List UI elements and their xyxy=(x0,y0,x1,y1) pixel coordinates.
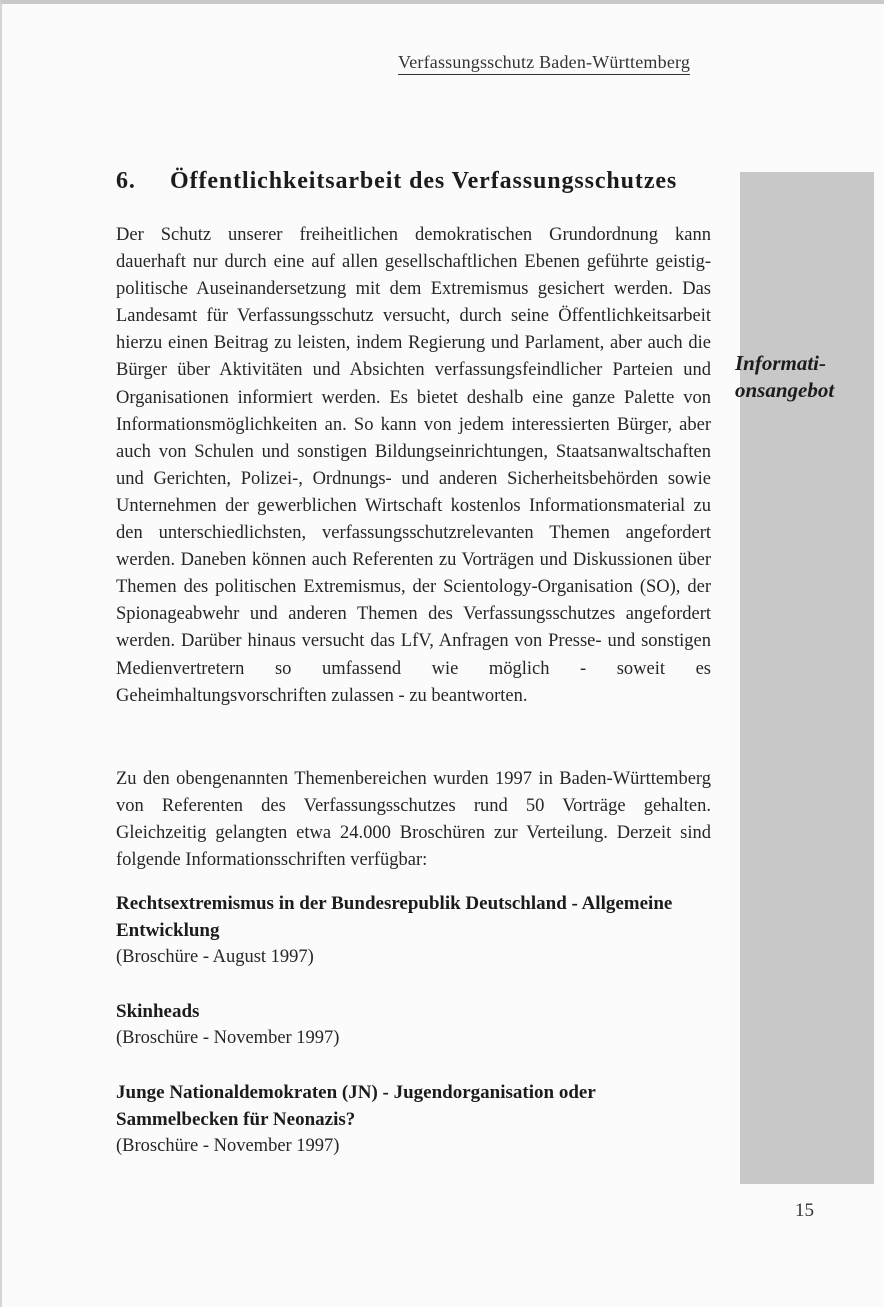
running-header: Verfassungsschutz Baden-Württemberg xyxy=(398,52,690,75)
publication-title: Rechtsextremismus in der Bundesrepublik Deutschland - Allgemeine Entwicklung xyxy=(116,893,673,941)
publication-meta: (Broschüre - August 1997) xyxy=(116,947,314,967)
publication-item xyxy=(116,1079,716,1160)
publication-item xyxy=(116,890,716,971)
publication-title: Skinheads xyxy=(116,1001,200,1022)
publication-meta: (Broschüre - November 1997) xyxy=(116,1136,340,1156)
publication-item xyxy=(116,998,716,1052)
body-paragraph-2: Zu den obengenannten Themenbereichen wurden 1997 in Baden-Württemberg von Referenten des Verfassungsschutzes rund 50 Vorträge gehalten. Gleichzeitig gelangten etwa 24.000 Broschüren zur Verteilung. Derzeit sind folgende Informationsschriften verfügbar: xyxy=(116,769,711,871)
section-heading xyxy=(116,168,677,195)
section-title: Öffentlichkeitsarbeit des Verfassungsschutzes xyxy=(170,168,678,194)
margin-band xyxy=(740,172,874,1184)
margin-note xyxy=(735,350,875,404)
page-number: 15 xyxy=(795,1200,814,1221)
margin-note-line-2: onsangebot xyxy=(735,378,835,402)
publication-meta: (Broschüre - November 1997) xyxy=(116,1028,340,1048)
section-number: 6. xyxy=(116,168,136,194)
margin-note-line-1: Informati- xyxy=(735,351,827,375)
body-paragraph-1: Der Schutz unserer freiheitlichen demokratischen Grundordnung kann dauerhaft nur durch eine auf allen gesellschaftlichen Ebenen geführte geistig-politische Auseinandersetzung mit dem Extremismus gesichert werden. Das Landesamt für Verfassungsschutz versucht, durch seine Öffentlichkeitsarbeit hierzu einen Beitrag zu leisten, indem Regierung und Parlament, aber auch die Bürger über Aktivitäten und Absichten verfassungsfeindlicher Parteien und Organisationen informiert werden. Es bietet deshalb eine ganze Palette von Informationsmöglichkeiten an. So kann von jedem interessierten Bürger, aber auch von Schulen und sonstigen Bildungseinrichtungen, Staatsanwaltschaften und Gerichten, Polizei-, Ordnungs- und anderen Sicherheitsbehörden sowie Unternehmen der gewerblichen Wirtschaft kostenlos Informationsmaterial zu den unterschiedlichsten, verfassungsschutzrelevanten Themen angefordert werden. Daneben können auch Referenten zu Vorträgen und Diskussionen über Themen des politischen Extremismus, der Scientology-Organisation (SO), der Spionageabwehr und anderen Themen des Verfassungsschutzes angefordert werden. Darüber hinaus versucht das LfV, Anfragen von Presse- und sonstigen Medienvertretern so umfassend wie möglich - soweit es Geheimhaltungsvorschriften zulassen - zu beantworten. xyxy=(116,225,711,706)
publication-list xyxy=(116,890,716,1187)
publication-title: Junge Nationaldemokraten (JN) - Jugendorganisation oder Sammelbecken für Neonazis? xyxy=(116,1082,596,1130)
